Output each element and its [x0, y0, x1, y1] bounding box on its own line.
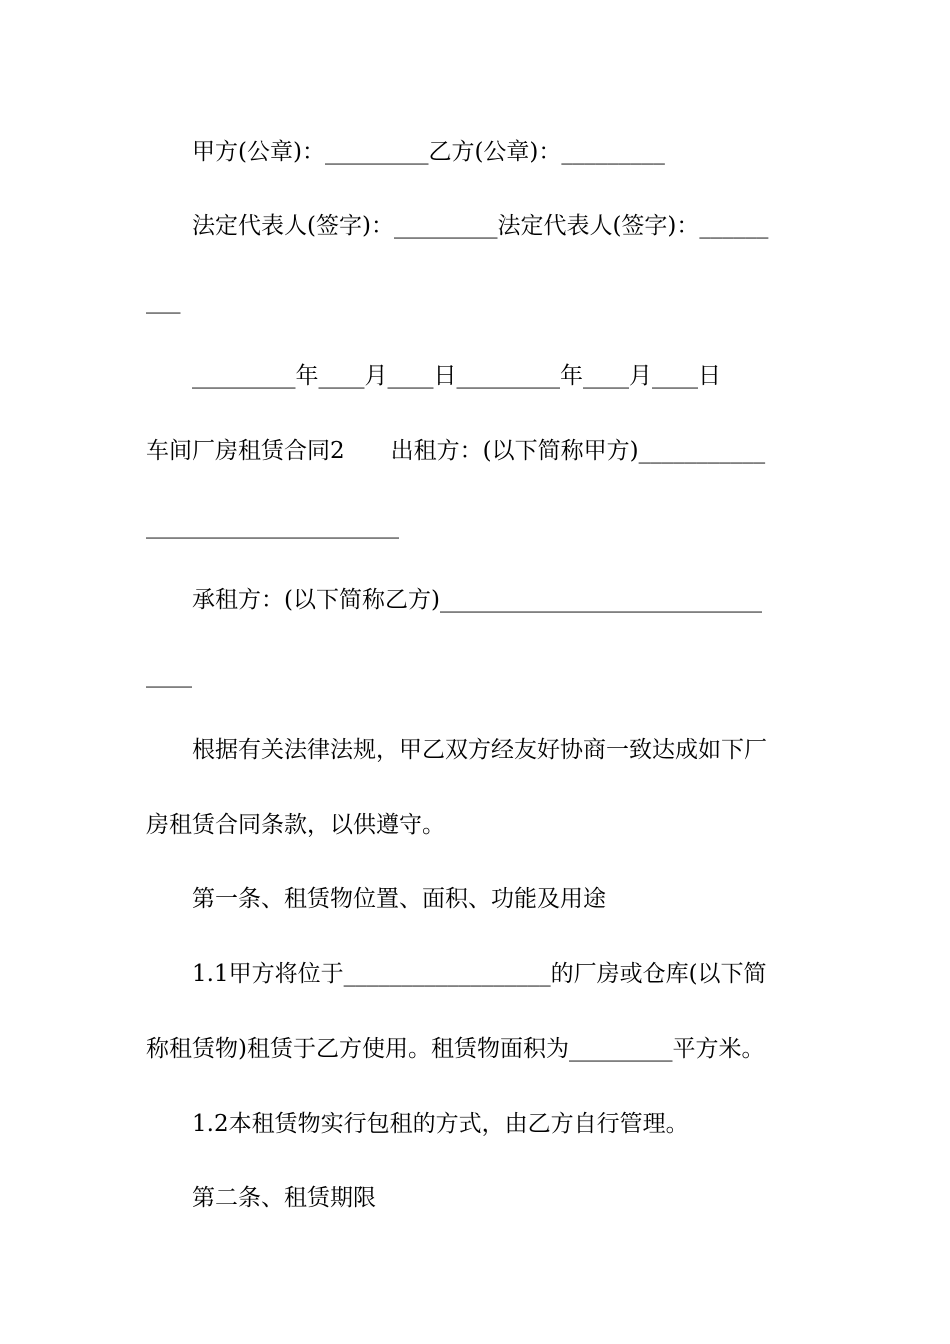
- date-line: _________年____月____日_________年____月____日: [192, 363, 721, 389]
- lessor-line-continuation: ______________________: [146, 513, 399, 539]
- preamble-paragraph-line-1: 根据有关法律法规，甲乙双方经友好协商一致达成如下厂: [192, 737, 767, 763]
- contract-title-lessor-line: 车间厂房租赁合同2 出租方：(以下简称甲方)___________: [146, 438, 766, 464]
- signature-line-continuation: ___: [146, 288, 181, 314]
- signature-line-seal: 甲方(公章)：_________乙方(公章)：_________: [192, 139, 665, 165]
- lessee-line-continuation: ____: [146, 662, 192, 688]
- lessee-line: 承租方：(以下简称乙方)____________________________: [192, 587, 762, 613]
- clause-1-1-line-1: 1.1甲方将位于__________________的厂房或仓库(以下简: [192, 961, 767, 987]
- article-2-heading: 第二条、租赁期限: [192, 1185, 376, 1211]
- article-1-heading: 第一条、租赁物位置、面积、功能及用途: [192, 886, 606, 912]
- signature-line-representative: 法定代表人(签字)：_________法定代表人(签字)：______: [192, 213, 769, 239]
- preamble-paragraph-line-2: 房租赁合同条款，以供遵守。: [146, 812, 445, 838]
- clause-1-1-line-2: 称租赁物)租赁于乙方使用。租赁物面积为_________平方米。: [146, 1036, 765, 1062]
- clause-1-2: 1.2本租赁物实行包租的方式，由乙方自行管理。: [192, 1111, 689, 1137]
